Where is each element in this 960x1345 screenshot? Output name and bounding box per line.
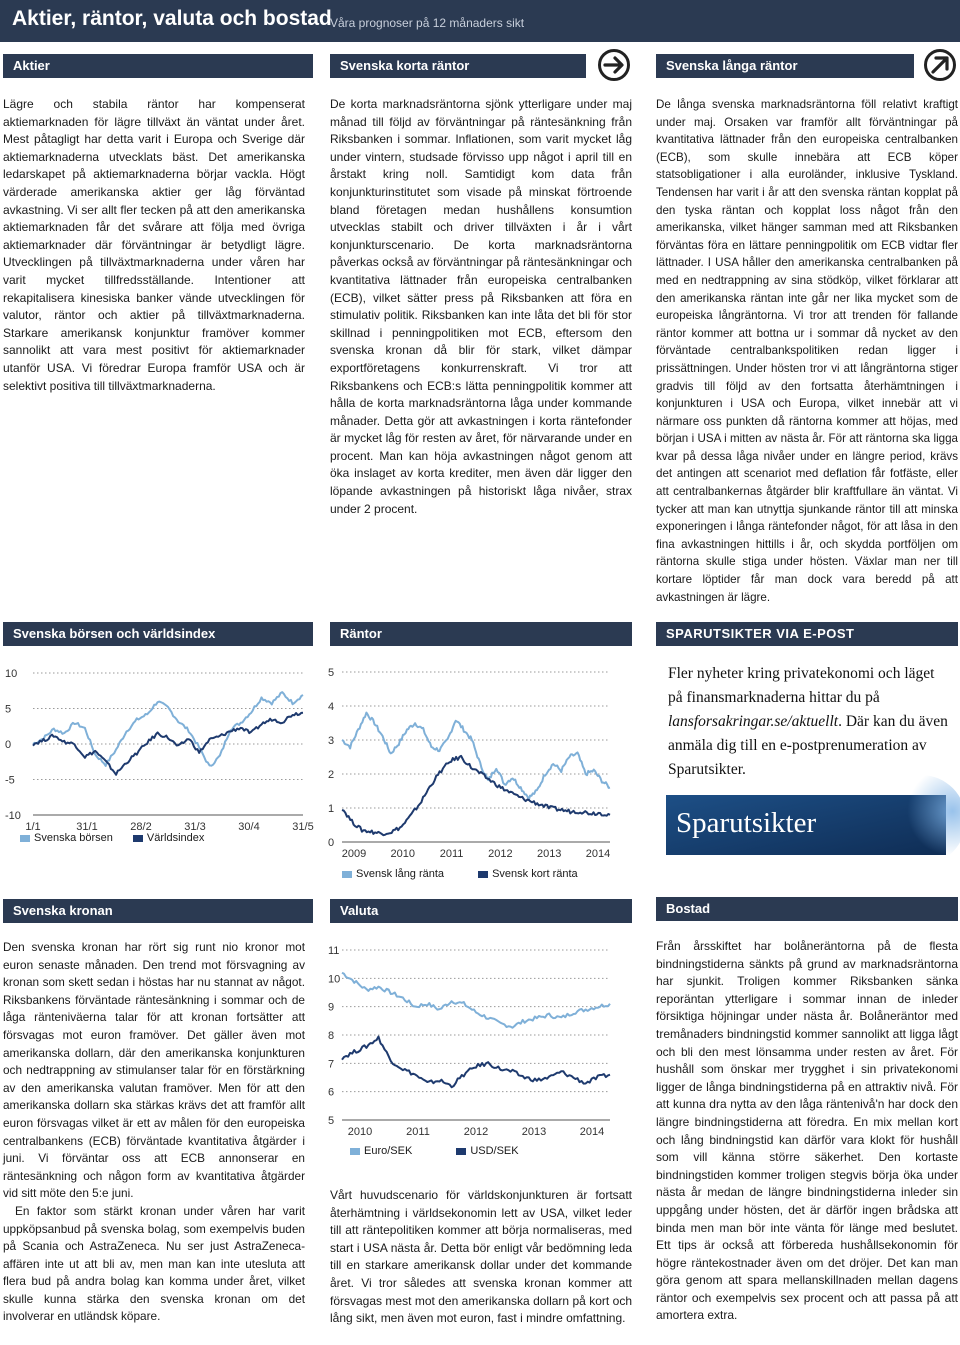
y-tick-label: -5 [5, 774, 15, 787]
borsen-legend [20, 832, 204, 844]
section-heading-valuta: Valuta [330, 899, 632, 923]
x-tick-label: 2010 [390, 848, 416, 860]
series-line-0 [342, 973, 610, 1028]
borsen-chart [3, 658, 313, 833]
arrow-up-right-icon[interactable] [923, 48, 957, 82]
x-tick-label: 28/2 [130, 821, 152, 833]
section-heading-rantor: Räntor [330, 622, 632, 646]
y-tick-label: 0 [5, 739, 12, 751]
sparutsikter-link[interactable]: lansforsakringar.se/aktuellt [668, 713, 839, 730]
y-tick-label: 5 [5, 703, 12, 716]
series-line-1 [342, 1037, 610, 1088]
x-tick-label: 2014 [579, 1126, 605, 1138]
legend-label-eur-sek: Euro/SEK [364, 1145, 413, 1157]
page-title: Aktier, räntor, valuta och bostad [12, 7, 332, 30]
x-tick-label: 31/3 [184, 821, 206, 833]
x-tick-label: 2012 [488, 848, 513, 860]
y-tick-label: 5 [328, 667, 335, 679]
series-line-1 [342, 756, 610, 835]
bostad-text: Från årsskiftet har bolåneräntorna på de flesta bindningstiderna sänkts på grund av marknadsräntorna har sjunkit. Troligen kommer Riksbanken sänka reporäntan ytterligare i sommar innan de inleder försiktiga höjningar under nästa år. Bolåneräntor med tremånaders bindningstid kommer sannolikt att ligga lågt och bli den mest lönsamma under resten av året. För hushåll som önskar mer trygghet i sin privatekonomi ligger de långa bindningstiderna på en attraktiv nivå. För att kunna dra nytta av den låga räntenivå'n har dock den längre bindningstiderna att föredra. En mix mellan kort och lång bindningstid kan därför vara klokt för hushåll som vill känna större säkerhet. Den kortaste bindningstiden kommer troligen stegvis börja öka under nästa år medan de längre bindningstiderna inleder sin uppgång under hösten, det är därför ingen brådska att binda men man bör inte vänta för länge med beslutet. Ett tips är också att förbereda hushållsekonomin för högre räntekostnader även om det dröjer. Det kan man göra genom att spara mellanskillnaden mellan dagens räntor och exempelvis sex procent och att passa på att amortera extra. [656, 939, 958, 1323]
sparutsikter-text: Fler nyheter kring privatekonomi och läget på finansmarknaderna hittar du på lansforsakringar.se/aktuellt. Där kan du även anmäla dig till en e-postprenumeration av Sparutsikter. [668, 665, 948, 778]
section-heading-bostad: Bostad [656, 897, 958, 921]
x-tick-label: 2013 [521, 1126, 547, 1138]
rantor-chart [330, 660, 620, 865]
y-tick-label: 11 [328, 945, 340, 957]
legend-swatch-lang-ranta [342, 871, 352, 878]
legend-label-kort-ranta: Svensk kort ränta [492, 868, 578, 880]
valuta-legend [350, 1145, 519, 1157]
arrow-right-icon[interactable] [597, 48, 631, 82]
x-tick-label: 31/5 [292, 821, 314, 833]
sparutsikter-banner[interactable] [666, 795, 946, 855]
x-tick-label: 2011 [439, 848, 464, 860]
legend-label-usd-sek: USD/SEK [470, 1145, 519, 1157]
y-tick-label: 0 [328, 837, 335, 849]
legend-swatch-eur-sek [350, 1148, 360, 1155]
x-tick-label: 2013 [536, 848, 562, 860]
series-line-0 [33, 692, 303, 766]
kronan-text: Den svenska kronan har rört sig runt nio kronor mot euron senaste månaden. Den trend mot försvagning av kronan som skett sedan i höstas har nu stannat av något. Riksbankens förväntade räntesänkning i sommar och de låga ränteniväerna talar för att kronan fortsätter att försvagas mot euron framöver. Det gäller även mot amerikanska dollarn, där den amerikanska konjunkturen och nedtrappning av stimulanser talar för en förstärkning av den amerikanska valutan framöver. Men för att den amerikanska dollarn ska stärkas krävs det att framför allt euron försvagas vilket är ett av målen för den europeiska centralbankens (ECB) förväntade kvantitativa åtgärder i juni. Vi förväntar oss att ECB annonserar en räntesänkning och någon form av kvantitativa åtgärder vid sitt möte den 5:e juni. En faktor som stärkt kronan under våren har varit uppköpsanbud på svenska bolag, som exempelvis buden på Scania och AstraZeneca. Nu ser just AstraZeneca-affären inte ut att bli av, men man kan inte utesluta att flera bud på andra bolag kan komma under året, vilket skulle kunna stärka den svenska kronan om det involverar en utländsk köpare. [3, 940, 305, 1324]
x-tick-label: 30/4 [238, 821, 260, 833]
legend-swatch-kort-ranta [478, 871, 488, 878]
series-line-0 [342, 713, 610, 800]
section-heading-korta-rantor: Svenska korta räntor [330, 54, 586, 78]
section-heading-sparutsikter: SPARUTSIKTER VIA E-POST [656, 622, 958, 646]
y-tick-label: 5 [328, 1115, 335, 1127]
page-subtitle: Våra prognoser på 12 månaders sikt [330, 16, 525, 30]
x-tick-label: 2010 [347, 1126, 373, 1138]
legend-label-varldsindex: Världsindex [146, 832, 205, 844]
x-tick-label: 2009 [341, 848, 367, 860]
x-tick-label: 31/1 [76, 821, 98, 833]
y-tick-label: 10 [328, 973, 341, 986]
y-tick-label: 10 [5, 668, 18, 680]
section-heading-borsen: Svenska börsen och världsindex [3, 622, 313, 646]
section-heading-aktier: Aktier [3, 54, 313, 78]
rantor-legend [342, 868, 578, 880]
y-tick-label: 4 [328, 701, 335, 713]
y-tick-label: 6 [328, 1086, 335, 1099]
langa-rantor-text: De långa svenska marknadsräntorna föll relativt kraftigt under maj. Orsaken var framför allt förväntningar på kvantitativa lättnader från den europeiska centralbanken (ECB), som skulle innebära att ECB köper statsobligationer i alla euroländer, inklusive Tyskland. Tendensen har varit i år att den svenska räntan kopplat på den tyska räntan och kopplat loss något från den amerikanska, vilket hänger samman med att Riksbanken förväntas föra en lättare penningpolitik om ECB vidtar fler lättnader. I USA håller den amerikanska centralbanken på med en nedtrappning av sina stödköp, vilket förklarar att den amerikanska räntan inte går ner lika mycket som de europeiska långräntorna. Vi tror att trenden för fallande räntor kommer att bottna ur i sommar då nycket av den förväntade centralbankspolitiken redan ligger i prissättningen. Under hösten tror vi att långräntorna stiger gradvis till följd av den fortsatta återhämtningen i konjunkturen i USA och Europa, vilket innebär att vi närmare oss punkten då räntorna kommer att höjas, med början i USA i mitten av nästa år. För att räntorna ska ligga kvar på dessa låga nivåer under en längre period, krävs det antingen att scenariot med deflation får fotfäste, eller att centralbankernas åtgärder blir kraftfullare än väntat. Vi tycker att man kan utnyttja sjunkande räntor till att minska exponeringen i långa räntefonder något, för att låsa in den fina avkastningen hittills i år, och skydda portföljen om räntorna skulle stiga under hösten. Växlar man ner till kortare löptider får man dock vara beredd på att avkastningen är lägre. [656, 98, 958, 604]
valuta-chart [330, 938, 620, 1143]
x-tick-label: 1/1 [25, 821, 41, 833]
section-heading-langa-rantor: Svenska långa räntor [656, 54, 914, 78]
y-tick-label: -10 [5, 810, 21, 822]
legend-label-lang-ranta: Svensk lång ränta [356, 868, 445, 880]
legend-label-borsen: Svenska börsen [34, 832, 113, 844]
y-tick-label: 1 [328, 803, 335, 815]
y-tick-label: 3 [328, 735, 335, 747]
valuta-text: Vårt huvudscenario för världskonjunkturen är fortsatt återhämtning i världsekonomin lett av USA, vilket leder till att räntepolitiken kommer att börja normaliseras, med start i USA nästa år. Detta bör enligt vår bedömning leda till en starkare amerikansk dollar under det kommande året. Vi tror således att svenska kronan kommer att försvagas mest mot den amerikanska dollarn på kort och lång sikt, men även mot euron, fast i mindre omfattning. [330, 1188, 632, 1326]
y-tick-label: 7 [328, 1058, 335, 1071]
y-tick-label: 9 [328, 1001, 335, 1014]
x-tick-label: 2012 [463, 1126, 489, 1138]
y-tick-label: 2 [328, 769, 335, 781]
sparutsikter-banner-text: Sparutsikter [676, 807, 817, 839]
aktier-text: Lägre och stabila räntor har kompenserat aktiemarknaden för lägre tillväxt än väntat under året. Mest påtagligt har detta varit i Europa och Sverige där aktiemarknaderna utvecklats bäst. Det amerikanska ledarskapet på aktiemarknaderna börjar vackla. Högt värderade amerikanska aktier ger låg förväntad avkastning. Vi ser allt fler tecken på att den amerikanska aktiemarknaden får det svårare att följa med övriga aktiemarknader där förväntningar är betydligt lägre. Utvecklingen på tillväxtmarknaderna under våren har varit mycket tillfredsställande. Intentioner att rekapitalisera kinesiska banker vände utvecklingen för valutor, räntor och aktier på tillväxtmarknaderna. Starkare amerikansk konjunktur framöver kommer sannolikt att vara mest positivt för aktiemarknader utanför USA. Vi föredrar Europa framför USA och är selektivt positiva till tillväxtmarknaderna. [3, 97, 305, 393]
section-heading-kronan: Svenska kronan [3, 899, 313, 923]
x-tick-label: 2011 [406, 1126, 430, 1138]
x-tick-label: 2014 [585, 848, 611, 860]
legend-swatch-borsen [20, 835, 30, 842]
legend-swatch-varldsindex [133, 835, 143, 842]
korta-rantor-text: De korta marknadsräntorna sjönk ytterligare under maj månad till följd av förväntningar på räntesänkning från Riksbanken i sommar. Inflationen, som varit mycket låg under vintern, studsade förvisso upp något i april till en årstakt kring noll. Samtidigt kom data från konjunkturinstitutet som visade på minskat förtroende bland företagen medan hushållens konsumtion utvecklas stabilt och driver tillväxten i år i vårt konjunkturscenario. De korta marknadsräntorna påverkas också av förväntningar på räntesänkningar och kvantitativa lättnader från europeiska centralbanken (ECB), vilket sätter press på Riksbanken att föra en stimulativ politik. Riksbanken kan inte låta det bli för stor skillnad i penningpolitiken mot ECB, eftersom den svenska kronan då blir för stark, vilket dämpar exportföretagens konkurrenskraft. Vi tror att Riksbankens och ECB:s lätta penningpolitik kommer att hålla de korta marknadsräntorna låga under kommande månader. Detta gör att avkastningen i korta räntefonder är mycket låg för resten av året, för närvarande under en procent. Man kan höja avkastningen något genom att öka inslaget av korta krediter, men även där ligger den löpande avkastningen på historiskt låga nivåer, strax under 2 procent. [330, 97, 632, 516]
y-tick-label: 8 [328, 1030, 335, 1042]
legend-swatch-usd-sek [456, 1148, 466, 1155]
